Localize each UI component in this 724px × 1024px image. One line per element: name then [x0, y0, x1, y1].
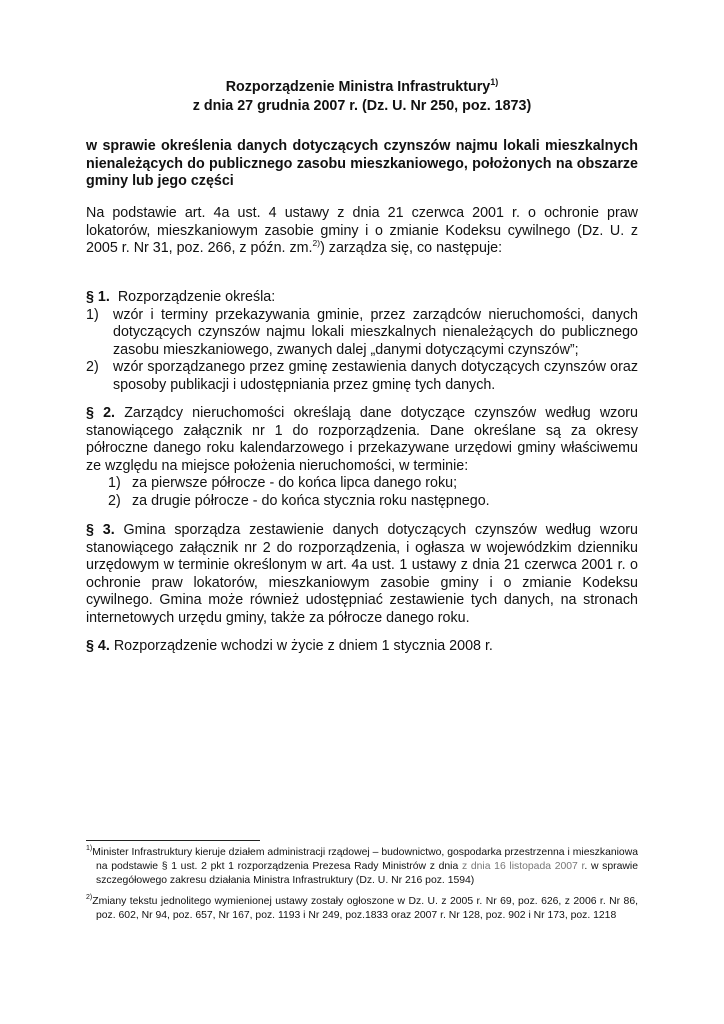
list-item — [86, 493, 638, 511]
section-4-text: Rozporządzenie wchodzi w życie z dniem 1 stycznia 2008 r. — [113, 638, 493, 654]
footnote-1 — [86, 846, 638, 888]
section-2-body — [86, 405, 638, 475]
section-4 — [86, 638, 638, 656]
section-2 — [86, 405, 638, 510]
footnote-1-text-b: . w sprawie szczegółowego zakresu działania Ministra Infrastruktury (Dz. U. Nr 216 poz. 1594) — [96, 861, 638, 886]
list-item — [86, 359, 638, 394]
list-item-text: za drugie półrocze - do końca stycznia roku następnego. — [132, 492, 490, 509]
list-item-text: wzór i terminy przekazywania gminie, przez zarządców nieruchomości, danych dotyczących czynszów najmu lokali mieszkalnych nienależących do publicznego zasobu mieszkaniowego, zwanych dalej „danymi dotyczącymi czynszów”; — [113, 306, 638, 358]
title-footnote-mark: 1) — [490, 77, 499, 87]
list-item-text: wzór sporządzanego przez gminę zestawienia danych dotyczących czynszów oraz sposoby publikacji i udostępniania przez gminę tych danych. — [113, 359, 638, 393]
section-1-intro: Rozporządzenie określa: — [117, 289, 276, 305]
list-item-number: 1) — [86, 306, 99, 323]
list-item-number: 2) — [108, 492, 121, 509]
section-1-list — [86, 307, 638, 395]
footnote-2-mark: 2) — [86, 894, 93, 901]
footnote-separator — [86, 840, 260, 841]
section-1-heading — [86, 289, 638, 307]
list-item — [86, 475, 638, 493]
section-1-label: § 1. — [86, 289, 110, 305]
footnote-2 — [86, 895, 638, 923]
title-line-1 — [86, 78, 638, 97]
list-item-number: 2) — [86, 359, 99, 375]
title-line-2: z dnia 27 grudnia 2007 r. (Dz. U. Nr 250, poz. 1873) — [192, 98, 532, 114]
section-3-text: Gmina sporządza zestawienie danych dotyczących czynszów według wzoru stanowiącego załącznik nr 2 do rozporządzenia, i ogłasza w wojewódzkim dzienniku urzędowym w terminie określonym w art. 4a ust. 1 ustawy z dnia 21 czerwca 2001 r. o ochronie praw lokatorów, mieszkaniowym zasobie gminy i o zmianie Kodeksu cywilnego. Gmina może również udostępniać zestawienie tych danych, na stronach internetowych urzędu gminy, także za półrocze danego roku. — [86, 522, 638, 626]
footnote-1-text-a: Minister Infrastruktury kieruje działem administracji rządowej – budownictwo, gospodarka przestrzenna i mieszkaniowa na podstawie § 1 ust. 2 pkt 1 rozporządzenia Prezesa Rady Ministrów z dnia — [92, 847, 638, 872]
section-4-label: § 4. — [86, 638, 110, 654]
preamble-text-end: ) zarządza się, co następuje: — [320, 240, 503, 256]
preamble-footnote-mark: 2) — [312, 238, 321, 248]
preamble-text: Na podstawie art. 4a ust. 4 ustawy z dnia 21 czerwca 2001 r. o ochronie praw lokatorów, mieszkaniowym zasobie gminy i o zmianie Kodeksu cywilnego (Dz. U. z 2005 r. Nr 31, poz. 266, z późn. zm. — [86, 205, 638, 256]
document-subject: w sprawie określenia danych dotyczących czynszów najmu lokali mieszkalnych nienależących do publicznego zasobu mieszkaniowego, położonych na obszarze gminy lub jego części — [86, 138, 638, 189]
footnote-1-mark: 1) — [86, 845, 93, 852]
footnote-1-grey-text: z dnia 16 listopada 2007 r — [461, 861, 585, 872]
section-2-label: § 2. — [86, 405, 116, 421]
title-text: Rozporządzenie Ministra Infrastruktury — [225, 79, 491, 95]
section-2-list — [86, 475, 638, 510]
section-3 — [86, 522, 638, 627]
list-item-text: za pierwsze półrocze - do końca lipca danego roku; — [132, 475, 458, 491]
preamble — [86, 205, 638, 258]
section-3-label: § 3. — [86, 522, 115, 538]
document-title — [86, 78, 638, 116]
section-1 — [86, 289, 638, 394]
list-item — [86, 307, 638, 360]
list-item-number: 1) — [108, 475, 121, 491]
footnote-2-text: Zmiany tekstu jednolitego wymienionej ustawy zostały ogłoszone w Dz. U. z 2005 r. Nr 69, poz. 626, z 2006 r. Nr 86, poz. 602, Nr 94, poz. 657, Nr 167, poz. 1193 i Nr 249, poz.1833 oraz 2007 r. Nr 128, poz. 902 i Nr 173, poz. 1218 — [92, 896, 638, 921]
section-2-text: Zarządcy nieruchomości określają dane dotyczące czynszów według wzoru stanowiącego załącznik nr 1 do rozporządzenia. Dane określane są za okresy półroczne danego roku kalendarzowego i przekazywane urzędowi gminy właściwemu ze względu na miejsce położenia nieruchomości, w terminie: — [86, 405, 638, 474]
